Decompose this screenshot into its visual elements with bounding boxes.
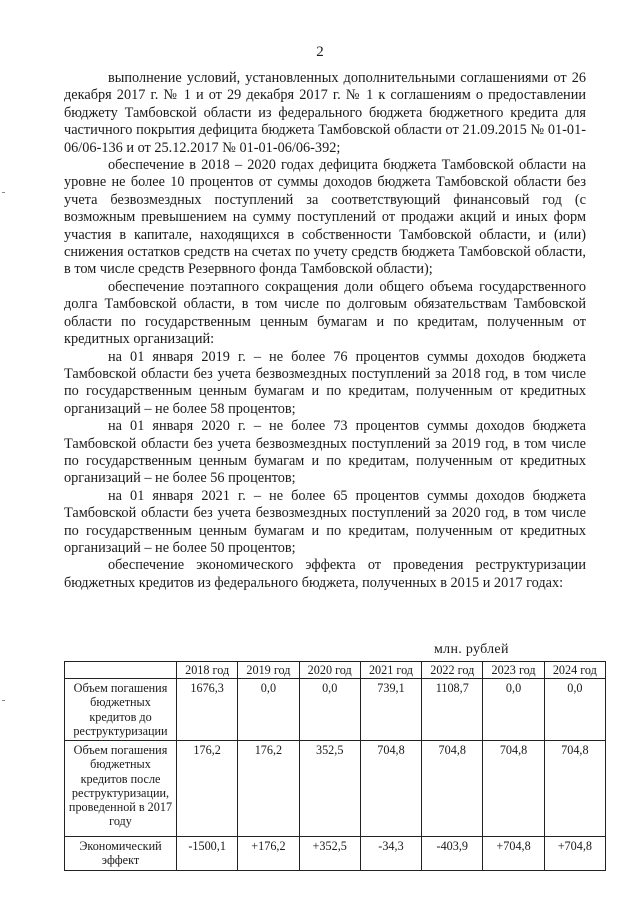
row-label: Экономический эффект [65,837,177,871]
page-number: 2 [316,44,324,60]
table-cell: +352,5 [299,837,360,871]
year-header: 2021 год [360,662,421,679]
scan-margin-mark [2,192,5,193]
table-cell: 176,2 [238,741,299,837]
table-row [65,741,606,837]
table-cell: 704,8 [483,741,544,837]
table-cell: -1500,1 [177,837,238,871]
table-cell: +176,2 [238,837,299,871]
table-cell: 704,8 [544,741,605,837]
year-header: 2020 год [299,662,360,679]
table-cell: 1108,7 [422,679,483,741]
paragraph-deficit: обеспечение в 2018 – 2020 годах дефицита бюджета Тамбовской области на уровне не более 10 процентов от суммы доходов бюджета Тамбовской области без учета безвозмездных поступлений за соответствующий финансовый год (с возможным превышением на сумму поступлений от продажи акций и иных форм участия в капитале, находящихся в собственности Тамбовской области, и (или) снижения остатков средств на счетах по учету средств бюджета Тамбовской области, в том числе средств Резервного фонда Тамбовской области); [64,157,586,278]
year-header: 2019 год [238,662,299,679]
table-header-row [65,662,606,679]
table-cell: 704,8 [422,741,483,837]
year-header: 2024 год [544,662,605,679]
table-cell: 176,2 [177,741,238,837]
restructuring-table [64,661,606,871]
year-header: 2023 год [483,662,544,679]
paragraph-2020-target: на 01 января 2020 г. – не более 73 процентов суммы доходов бюджета Тамбовской области без учета безвозмездных поступлений за 2019 год, в том числе по государственным ценным бумагам и по кредитам, полученным от кредитных организаций – не более 56 процентов; [64,418,586,487]
paragraph-economic-effect: обеспечение экономического эффекта от проведения реструктуризации бюджетных кредитов из федерального бюджета, полученных в 2015 и 2017 годах: [64,557,586,591]
year-header: 2022 год [422,662,483,679]
table-corner-cell [65,662,177,679]
table-cell: -403,9 [422,837,483,871]
paragraph-2021-target: на 01 января 2021 г. – не более 65 процентов суммы доходов бюджета Тамбовской области без учета безвозмездных поступлений за 2020 год, в том числе по государственным ценным бумагам и по кредитам, полученным от кредитных организаций – не более 50 процентов; [64,487,586,556]
table-cell: 352,5 [299,741,360,837]
table-row [65,837,606,871]
table-cell: 0,0 [483,679,544,741]
paragraph-debt-reduction: обеспечение поэтапного сокращения доли общего объема государственного долга Тамбовской области, в том числе по долговым обязательствам Тамбовской области по государственным ценным бумагам и по кредитам, полученным от кредитных организаций: [64,278,586,348]
paragraph-2019-target: на 01 января 2019 г. – не более 76 процентов суммы доходов бюджета Тамбовской области без учета безвозмездных поступлений за 2018 год, в том числе по государственным ценным бумагам и по кредитам, полученным от кредитных организаций – не более 58 процентов; [64,348,586,417]
table-cell: +704,8 [483,837,544,871]
year-header: 2018 год [177,662,238,679]
row-label: Объем погашения бюджетных кредитов после реструктуризации, проведенной в 2017 году [65,741,177,837]
table-cell: -34,3 [360,837,421,871]
row-label: Объем погашения бюджетных кредитов до реструктуризации [65,679,177,741]
table-cell: 0,0 [238,679,299,741]
table-cell: 739,1 [360,679,421,741]
table-cell: +704,8 [544,837,605,871]
paragraph-conditions: выполнение условий, установленных дополнительными соглашениями от 26 декабря 2017 г. № 1 и от 29 декабря 2017 г. № 1 к соглашениям о предоставлении бюджету Тамбовской области из федерального бюджета бюджетного кредита для частичного покрытия дефицита бюджета Тамбовской области от 21.09.2015 № 01-01-06/06-136 и от 25.12.2017 № 01-01-06/06-392; [64,70,586,156]
table-cell: 1676,3 [177,679,238,741]
table-cell: 0,0 [544,679,605,741]
document-body [64,70,586,592]
table-row [65,679,606,741]
scan-margin-mark [2,700,5,701]
table-cell: 0,0 [299,679,360,741]
table-cell: 704,8 [360,741,421,837]
units-label: млн. рублей [434,642,509,657]
